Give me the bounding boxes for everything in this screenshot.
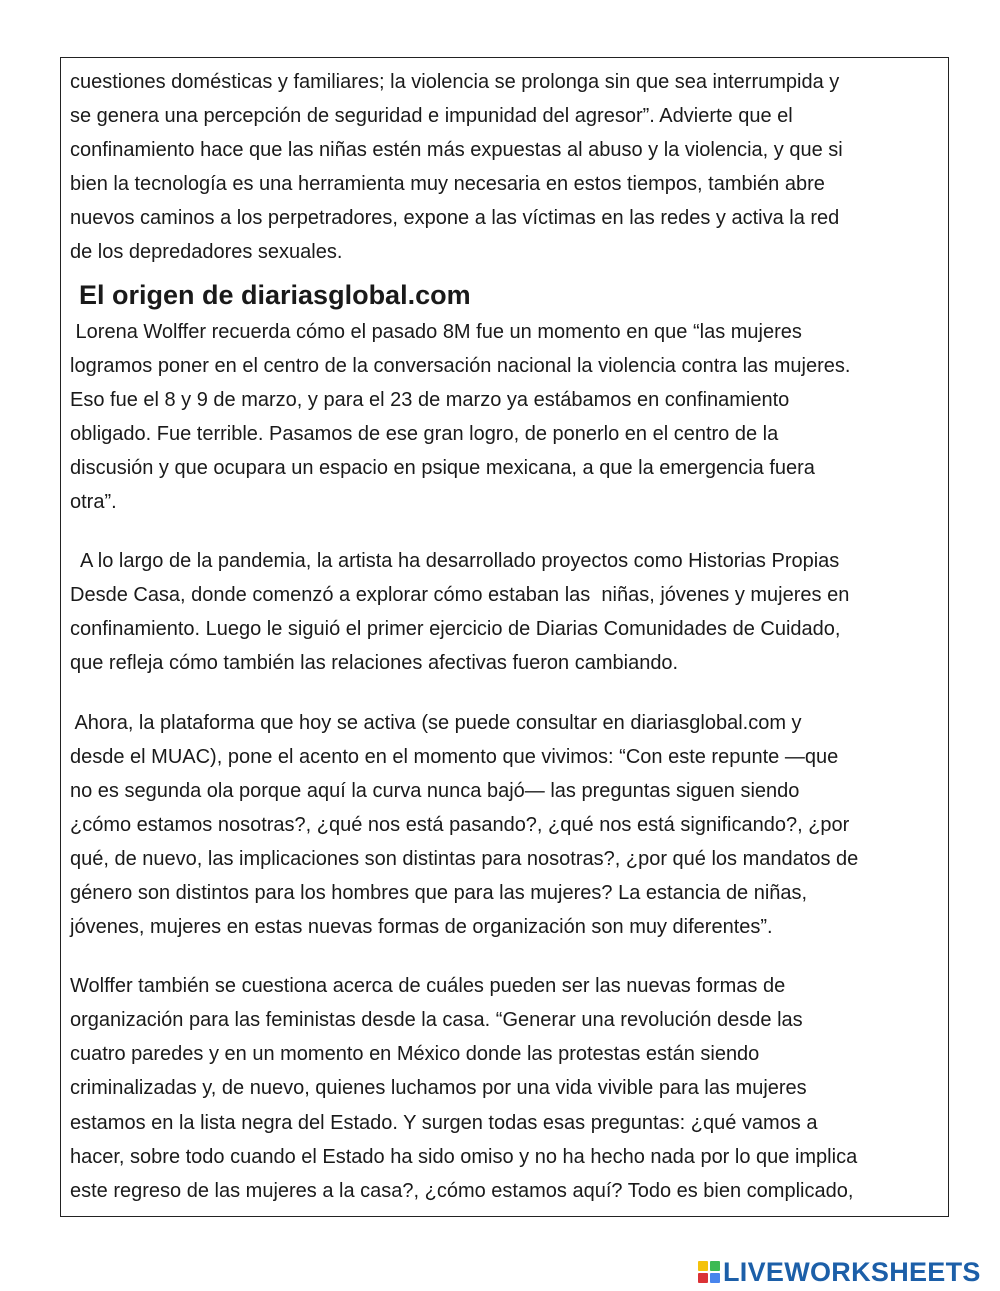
text-line: ¿cómo estamos nosotras?, ¿qué nos está pasando?, ¿qué nos está significando?, ¿por <box>70 813 850 836</box>
text-line: logramos poner en el centro de la conversación nacional la violencia contra las mujeres. <box>70 354 851 377</box>
paragraph-3 <box>70 544 942 680</box>
text-line: género son distintos para los hombres que para las mujeres? La estancia de niñas, <box>70 881 808 904</box>
text-line: organización para las feministas desde la casa. “Generar una revolución desde las <box>70 1009 803 1032</box>
text-line: este regreso de las mujeres a la casa?, ¿cómo estamos aquí? Todo es bien complicado, <box>70 1179 854 1202</box>
text-line: discusión y que ocupara un espacio en psique mexicana, a que la emergencia fuera <box>70 456 815 479</box>
text-line: estamos en la lista negra del Estado. Y surgen todas esas preguntas: ¿qué vamos a <box>70 1111 818 1134</box>
text-line: desde el MUAC), pone el acento en el momento que vivimos: “Con este repunte —que <box>70 745 839 768</box>
text-line: otra”. <box>70 491 117 514</box>
text-line: nuevos caminos a los perpetradores, expone a las víctimas en las redes y activa la red <box>70 207 840 230</box>
liveworksheets-logo <box>698 1257 981 1287</box>
text-line: confinamiento. Luego le siguió el primer ejercicio de Diarias Comunidades de Cuidado, <box>70 618 841 641</box>
text-line: de los depredadores sexuales. <box>70 241 343 264</box>
text-line: Eso fue el 8 y 9 de marzo, y para el 23 de marzo ya estábamos en confinamiento <box>70 388 790 411</box>
text-line: hacer, sobre todo cuando el Estado ha sido omiso y no ha hecho nada por lo que implica <box>70 1145 858 1168</box>
document-content <box>70 65 942 1208</box>
text-line: se genera una percepción de seguridad e impunidad del agresor”. Advierte que el <box>70 105 793 128</box>
text-line: obligado. Fue terrible. Pasamos de ese gran logro, de ponerlo en el centro de la <box>70 422 779 445</box>
text-line: cuatro paredes y en un momento en México donde las protestas están siendo <box>70 1043 760 1066</box>
text-line: Wolffer también se cuestiona acerca de cuáles pueden ser las nuevas formas de <box>70 975 786 998</box>
text-line: Desde Casa, donde comenzó a explorar cómo estaban las niñas, jóvenes y mujeres en <box>70 584 850 607</box>
document-page <box>60 57 949 1217</box>
logo-block-red <box>698 1273 708 1283</box>
text-line: Lorena Wolffer recuerda cómo el pasado 8M fue un momento en que “las mujeres <box>70 320 802 343</box>
paragraph-5 <box>70 969 942 1208</box>
text-line: criminalizadas y, de nuevo, quienes luchamos por una vida vivible para las mujeres <box>70 1077 807 1100</box>
text-line: que refleja cómo también las relaciones afectivas fueron cambiando. <box>70 652 679 675</box>
text-line: A lo largo de la pandemia, la artista ha desarrollado proyectos como Historias Propias <box>70 550 840 573</box>
logo-block-yellow <box>698 1261 708 1271</box>
text-line: cuestiones domésticas y familiares; la violencia se prolonga sin que sea interrumpida y <box>70 71 840 93</box>
logo-blocks-icon <box>698 1261 720 1283</box>
paragraph-1 <box>70 65 942 270</box>
text-line: bien la tecnología es una herramienta muy necesaria en estos tiempos, también abre <box>70 173 825 196</box>
paragraph-2 <box>70 315 942 520</box>
text-line: qué, de nuevo, las implicaciones son distintas para nosotras?, ¿por qué los mandatos de <box>70 847 859 870</box>
paragraph-4 <box>70 706 942 945</box>
logo-block-green <box>710 1261 720 1271</box>
logo-block-blue <box>710 1273 720 1283</box>
text-line: jóvenes, mujeres en estas nuevas formas de organización son muy diferentes”. <box>70 916 773 939</box>
text-line: no es segunda ola porque aquí la curva nunca bajó— las preguntas siguen siendo <box>70 779 800 802</box>
text-line: Ahora, la plataforma que hoy se activa (se puede consultar en diariasglobal.com y <box>70 711 802 734</box>
section-heading: El origen de diariasglobal.com <box>79 279 471 310</box>
text-line: confinamiento hace que las niñas estén más expuestas al abuso y la violencia, y que si <box>70 139 843 162</box>
logo-text: LIVEWORKSHEETS <box>723 1256 981 1287</box>
